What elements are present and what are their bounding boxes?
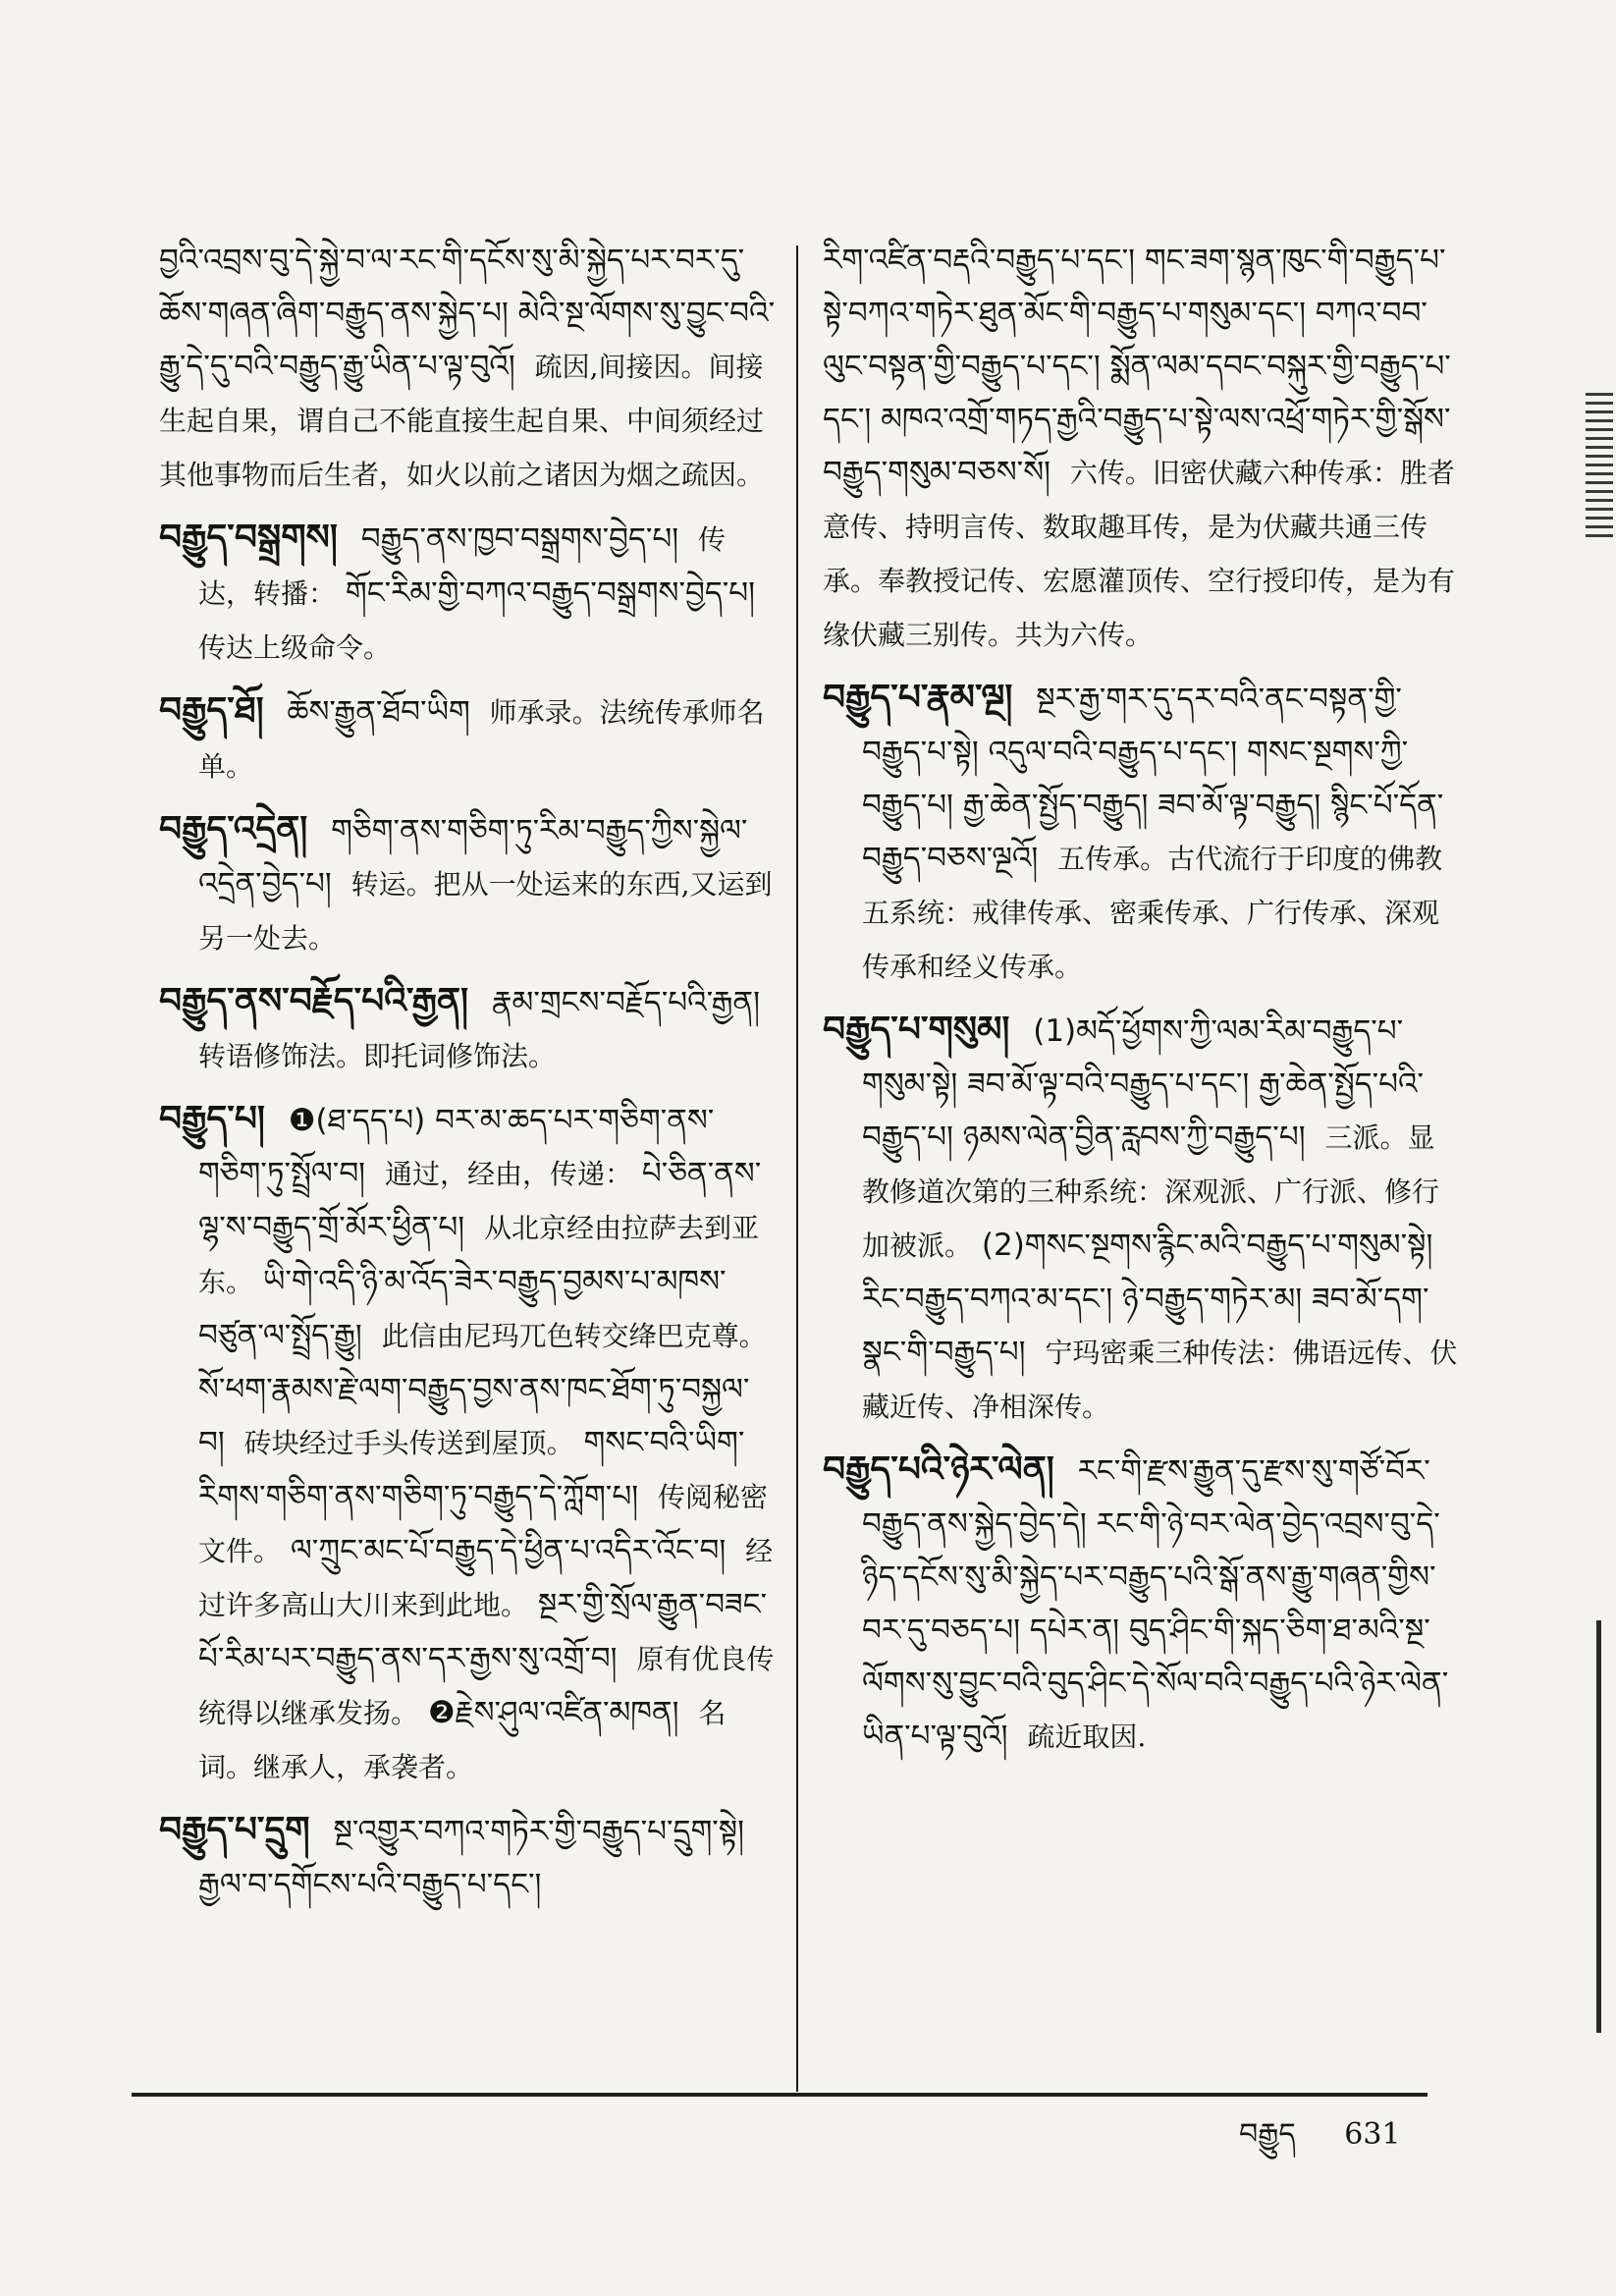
column-divider [796, 246, 798, 2092]
headword: བརྒྱུད་པ་རྣམ་ལྔ། [823, 678, 1013, 718]
example-tibetan: གསང་བའི་ཡིག་རིགས་གཅིག་ནས་གཅིག་ཏུ་བརྒྱུད་དེ་ཀློག་པ། [198, 1425, 745, 1514]
definition-tibetan: རང་གི་རྫས་རྒྱུན་དུ་རྫས་སུ་གཙོ་བོར་བརྒྱུད་ནས་སྐྱེད་བྱེད་དེ། རང་གི་ཉེ་བར་ལེན་བྱེད་འབྲས་བུ་དེ་ཉིད་དངོས་སུ་མི་སྐྱེད་པར་བརྒྱུད་པའི་སྒོ་ནས་རྒྱུ་གཞན་གྱིས་བར་དུ་བཅད་པ། དཔེར་ན། བུད་ཤིང་གི་སྐད་ཅིག་ཐ་མའི་སྔ་ལོགས་སུ་བྱུང་བའི་བུད་ཤིང་དེ་སོལ་བའི་བརྒྱུད་པའི་ཉེར་ལེན་ཡིན་པ་ལྟ་བུའོ། [862, 1453, 1449, 1754]
left-column [159, 234, 776, 2090]
headword: བརྒྱུད་པའི་ཉེར་ལེན། [823, 1449, 1054, 1490]
definition-chinese: 转语修饰法。即托词修饰法。 [198, 1040, 557, 1072]
definition-tibetan: གཅིག་ནས་གཅིག་ཏུ་རིམ་བརྒྱུད་ཀྱིས་སྐྱེལ་འདྲེན་བྱེད་པ། [198, 813, 748, 902]
headword: བརྒྱུད་བསྒྲགས། [159, 518, 338, 558]
dictionary-entry [159, 975, 776, 1083]
definition-tibetan: སྔར་རྒྱ་གར་དུ་དར་བའི་ནང་བསྟན་གྱི་བརྒྱུད་པ་སྟེ། འདུལ་བའི་བརྒྱུད་པ་དང་། གསང་སྔགས་ཀྱི་བརྒྱུད་པ། རྒྱ་ཆེན་སྤྱོད་བརྒྱུད། ཟབ་མོ་ལྟ་བརྒྱུད། སྙིང་པོ་དོན་བརྒྱུད་བཅས་ལྔའོ། [862, 682, 1444, 876]
headword: བརྒྱུད་ནས་བརྗོད་པའི་རྒྱན། [159, 981, 469, 1021]
example-chinese: 传阅秘密文件。 [198, 1481, 768, 1567]
dictionary-entry [823, 672, 1459, 994]
continued-chinese: 疏因,间接因。间接生起自果，谓自己不能直接生起自果、中间须经过其他事物而后生者，如火以前之诸因为烟之疏因。 [159, 351, 765, 491]
page-footer [1239, 2102, 1440, 2184]
page-number: 631 [1344, 2117, 1401, 2152]
continued-chinese: 六传。旧密伏藏六种传承：胜者意传、持明言传、数取趣耳传，是为伏藏共通三传承。奉教授记传、宏愿灌顶传、空行授印传，是为有缘伏藏三别传。共为六传。 [823, 457, 1456, 651]
example-chinese: 砖块经过手头传送到屋顶。 [243, 1427, 574, 1459]
dictionary-entry [159, 803, 776, 965]
dictionary-entry [823, 1004, 1459, 1434]
continued-tibetan: རིག་འཛིན་བརྡའི་བརྒྱུད་པ་དང་། གང་ཟག་སྙན་ཁུང་གི་བརྒྱུད་པ་སྟེ་བཀའ་གཏེར་ཐུན་མོང་གི་བརྒྱུད་པ་གསུམ་དང་། བཀའ་བབ་ལུང་བསྟན་གྱི་བརྒྱུད་པ་དང་། སྨོན་ལམ་དབང་བསྐུར་གྱི་བརྒྱུད་པ་དང་། མཁའ་འགྲོ་གཏད་རྒྱའི་བརྒྱུད་པ་སྟེ་ལས་འཕྲོ་གཏེར་གྱི་སྒོས་བརྒྱུད་གསུམ་བཅས་སོ། [823, 243, 1451, 490]
scan-edge-line [1596, 1620, 1601, 2033]
example-tibetan: ལ་ཀྲུང་མང་པོ་བརྒྱུད་དེ་ཕྱིན་པ་འདིར་འོང་བ། [290, 1533, 727, 1568]
example-tibetan: པེ་ཅིན་ནས་ལྷ་ས་བརྒྱུད་གྲོ་མོར་ཕྱིན་པ། [198, 1156, 762, 1245]
example-chinese: 传达上级命令。 [198, 631, 392, 664]
continued-entry [159, 234, 776, 502]
definition-tibetan: (1)མདོ་ཕྱོགས་ཀྱི་ལམ་རིམ་བརྒྱུད་པ་གསུམ་སྟེ། ཟབ་མོ་ལྟ་བའི་བརྒྱུད་པ་དང་། རྒྱ་ཆེན་སྤྱོད་པའི་བརྒྱུད་པ། ཉམས་ལེན་བྱིན་རླབས་ཀྱི་བརྒྱུད་པ། [862, 1013, 1425, 1155]
dictionary-entry [823, 1444, 1459, 1764]
running-head: བརྒྱུད [1239, 2117, 1296, 2152]
sense-two-chinese: 名词。继承人，承袭者。 [198, 1697, 727, 1783]
dictionary-entry [159, 512, 776, 675]
example-tibetan: ཡི་གེ་འདི་ཉི་མ་འོད་ཟེར་བརྒྱུད་བྱམས་པ་མཁས་བཙུན་ལ་སྤྲོད་རྒྱུ། [198, 1264, 727, 1353]
right-column [823, 234, 1459, 2090]
headword: བརྒྱུད་པ། [159, 1099, 265, 1139]
dictionary-entry [159, 1093, 776, 1794]
sense-two-tibetan: ❷རྗེས་ཤུལ་འཛིན་མཁན། [427, 1695, 679, 1730]
definition-chinese: 转运。把从一处运来的东西,又运到另一处去。 [198, 868, 773, 955]
definition-chinese: 通过，经由，传递： [384, 1158, 632, 1190]
definition-tibetan: (2)གསང་སྔགས་རྙིང་མའི་བརྒྱུད་པ་གསུམ་སྟེ། རིང་བརྒྱུད་བཀའ་མ་དང་། ཉེ་བརྒྱུད་གཏེར་མ། ཟབ་མོ་དག་སྣང་གི་བརྒྱུད་པ། [862, 1228, 1433, 1370]
definition-chinese: 宁玛密乘三种传法：佛语远传、伏藏近传、净相深传。 [862, 1337, 1458, 1423]
headword: བརྒྱུད་པ་གསུམ། [823, 1010, 1010, 1050]
definition-chinese: 五传承。古代流行于印度的佛教五系统：戒律传承、密乘传承、广行传承、深观传承和经义传承。 [862, 843, 1443, 983]
dictionary-entry [159, 1804, 776, 1911]
continued-entry [823, 234, 1459, 662]
headword: བརྒྱུད་པ་དྲུག [159, 1810, 310, 1850]
definition-tibetan: ཆོས་རྒྱུན་ཐོབ་ཡིག [287, 694, 470, 730]
definition-chinese: 疏近取因. [1027, 1721, 1147, 1753]
definition-tibetan: རྣམ་གྲངས་བརྗོད་པའི་རྒྱན། [491, 985, 760, 1020]
example-tibetan: གོང་རིམ་གྱི་བཀའ་བརྒྱུད་བསྒྲགས་བྱེད་པ། [345, 575, 756, 611]
example-tibetan: སྔར་གྱི་སྲོལ་རྒྱུན་བཟང་པོ་རིམ་པར་བརྒྱུད་ནས་དར་རྒྱས་སུ་འགྲོ་བ། [198, 1587, 768, 1676]
example-tibetan: སོ་ཕག་རྣམས་རྗེ་ལག་བརྒྱུད་བྱས་ནས་ཁང་ཐོག་ཏུ་བསྐྱལ་བ། [198, 1372, 750, 1460]
continued-tibetan: བྱའི་འབྲས་བུ་དེ་སྐྱེ་བ་ལ་རང་གི་དངོས་སུ་མི་སྐྱེད་པར་བར་དུ་ཆོས་གཞན་ཞིག་བརྒྱུད་ནས་སྐྱེད་པ། མེའི་སྔ་ལོགས་སུ་བྱུང་བའི་རྒྱུ་དེ་དུ་བའི་བརྒྱུད་རྒྱུ་ཡིན་པ་ལྟ་བུའོ། [159, 243, 776, 384]
example-chinese: 此信由尼玛兀色转交绛巴克尊。 [381, 1320, 767, 1352]
definition-tibetan: བརྒྱུད་ནས་ཁྱབ་བསྒྲགས་བྱེད་པ། [360, 521, 679, 557]
headword: བརྒྱུད་ཐོ། [159, 690, 264, 731]
dictionary-entry [159, 684, 776, 793]
definition-chinese: 传达，转播： [198, 523, 727, 610]
definition-chinese: 三派。显教修道次第的三种系统：深观派、广行派、修行加被派。 [862, 1121, 1440, 1262]
example-chinese: 从北京经由拉萨去到亚东。 [198, 1212, 759, 1298]
headword: བརྒྱུད་འདྲེན། [159, 809, 308, 849]
definition-tibetan: སྔ་འགྱུར་བཀའ་གཏེར་གྱི་བརྒྱུད་པ་དྲུག་སྟེ། རྒྱལ་བ་དགོངས་པའི་བརྒྱུད་པ་དང་། [198, 1814, 745, 1902]
definition-chinese: 师承录。法统传承师名单。 [198, 696, 765, 783]
definition-tibetan: ❶(ཐ་དད་པ) བར་མ་ཆད་པར་གཅིག་ནས་གཅིག་ཏུ་སྤྲོལ་བ། [198, 1103, 715, 1191]
footer-rule [132, 2093, 1427, 2097]
example-chinese: 原有优良传统得以继承发扬。 [198, 1643, 775, 1729]
example-chinese: 经过许多高山大川来到此地。 [198, 1535, 774, 1621]
scan-edge-marks [1586, 393, 1613, 540]
